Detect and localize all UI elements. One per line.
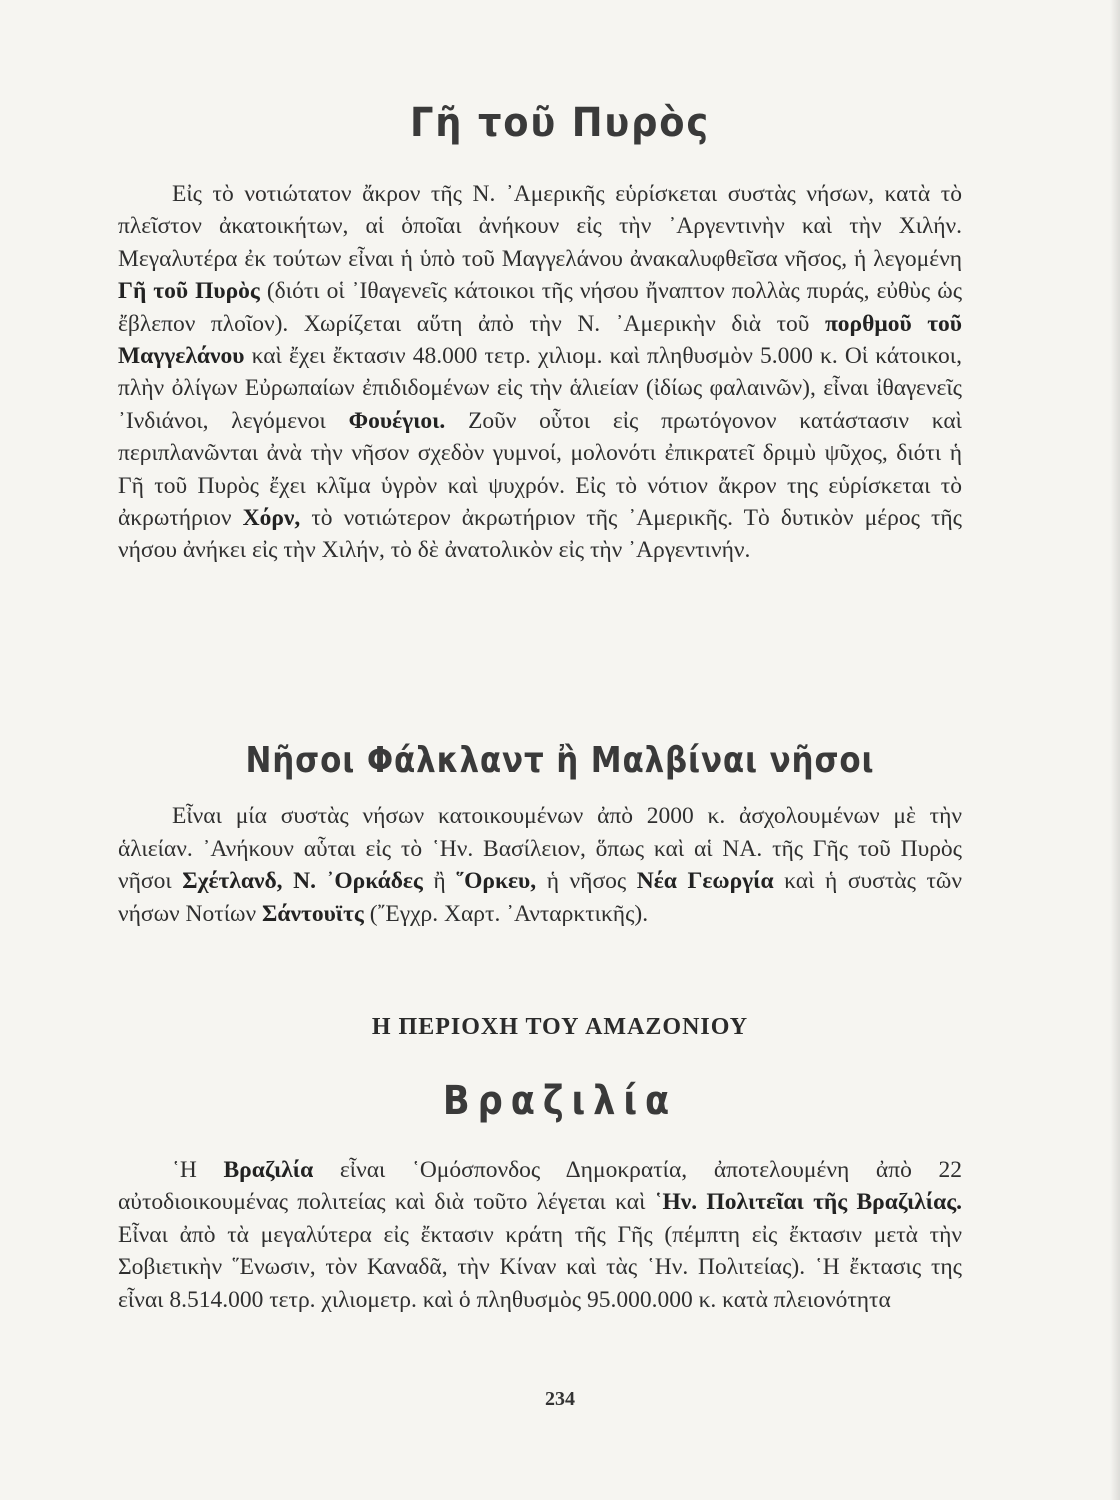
text-run: τὸ νοτιώτερον ἀκρωτήριον τῆς ᾿Αμερικῆς. Τὸ δυτικὸν μέρος τῆς νήσου ἀνήκει εἰς τὴν Χιλήν, τὸ δὲ ἀνατολικὸν εἰς τὴν ᾿Αργεντινήν. [118,505,962,564]
bold-term-fuegians: Φουέγιοι. [348,407,446,434]
text-run: Ζοῦν οὗτοι εἰς πρωτόγονον κατάστασιν καὶ περιπλανῶνται ἀνὰ τὴν νῆσον σχεδὸν γυμνοί, μολονότι ἐπικρατεῖ δριμὺ ψῦχος, διότι ἡ Γῆ τοῦ Πυρὸς ἔχει κλῖμα ὑγρὸν καὶ ψυχρόν. Εἰς τὸ νότιον ἄκρον της εὑρίσκεται τὸ ἀκρωτήριον [118,407,963,532]
text-run: (῎Εγχρ. Χαρτ. ᾿Ανταρκτικῆς). [363,900,649,927]
bold-term-south-georgia: Νέα Γεωργία [636,868,774,895]
bold-term-united-states-brazil: ῾Ην. Πολιτεῖαι τῆς Βραζιλίας. [654,1189,962,1216]
section-subheading-amazon: Η ΠΕΡΙΟΧΗ ΤΟΥ ΑΜΑΖΟΝΙΟΥ [371,1014,749,1040]
section-title-brazil: Βραζιλία [442,1078,678,1124]
text-run: ῾Η [172,1157,224,1183]
text-run: Εἶναι μία συστὰς νήσων κατοικουμένων ἀπὸ 2000 κ. ἀσχολουμένων μὲ τὴν ἁλιείαν. ᾿Ανήκουν αὗται εἰς τὸ ῾Ην. Βασίλειον, ὅπως καὶ αἱ ΝΑ. τῆς Γῆς τοῦ Πυρὸς νῆσοι [118,803,962,895]
bold-term-shetland-orkney: Σχέτλανδ, Ν. ᾿Ορκάδες [182,868,423,895]
paragraph-brazil [118,1154,962,1316]
text-run: ἡ νῆσος [536,868,637,895]
text-run: ἢ [422,868,457,895]
bold-term-magellan-strait: πορθμοῦ τοῦ Μαγγελάνου [118,310,962,370]
page-edge-shadow [1110,0,1120,1500]
section-title-fire-land: Γῆ τοῦ Πυρὸς [409,100,711,146]
bold-term-cape-horn: Χόρν, [242,505,301,532]
text-run: καὶ ἔχει ἔκτασιν 48.000 τετρ. χιλιομ. καὶ πληθυσμὸν 5.000 κ. Οἱ κάτοικοι, πλὴν ὀλίγων Εὐρωπαίων ἐπιδιδομένων εἰς τὴν ἁλιείαν (ἰδίως φαλαινῶν), εἶναι ἰθαγενεῖς ᾿Ινδιάνοι, λεγόμενοι [118,343,962,434]
text-run: (διότι οἱ ᾿Ιθαγενεῖς κάτοικοι τῆς νήσου ἤναπτον πολλὰς πυράς, εὐθὺς ὡς ἔβλεπον πλοῖον). Χωρίζεται αὕτη ἀπὸ τὴν Ν. ᾿Αμερικὴν διὰ τοῦ [118,278,962,337]
text-run: Εἶναι ἀπὸ τὰ μεγαλύτερα εἰς ἔκτασιν κράτη τῆς Γῆς (πέμπτη εἰς ἔκτασιν μετὰ τὴν Σοβιετικὴν ῞Ενωσιν, τὸν Καναδᾶ, τὴν Κίναν καὶ τὰς ῾Ην. Πολιτείας). ῾Η ἔκτασις της εἶναι 8.514.000 τετρ. χιλιομετρ. καὶ ὁ πληθυσμὸς 95.000.000 κ. κατὰ πλειονότητα [118,1221,962,1313]
bold-term-orkney-alt: ῞Ορκευ, [456,868,537,895]
text-run: καὶ ἡ συστὰς τῶν νήσων Νοτίων [118,868,962,927]
paragraph-fire-land [118,178,962,567]
text-run: Εἰς τὸ νοτιώτατον ἄκρον τῆς Ν. ᾿Αμερικῆς εὑρίσκεται συστὰς νήσων, κατὰ τὸ πλεῖστον ἀκατοικήτων, αἱ ὁποῖαι ἀνήκουν εἰς τὴν ᾿Αργεντινὴν καὶ τὴν Χιλήν. Μεγαλυτέρα ἐκ τούτων εἶναι ἡ ὑπὸ τοῦ Μαγγελάνου ἀνακαλυφθεῖσα νῆσος, ἡ λεγομένη [118,181,962,272]
page-number: 234 [545,1388,575,1410]
bold-term-sandwich: Σάντουϊτς [262,900,364,927]
text-run: εἶναι ῾Ομόσπονδος Δημοκρατία, ἀποτελουμένη ἀπὸ 22 αὐτοδιοικουμένας πολιτείας καὶ διὰ τοῦτο λέγεται καὶ [118,1157,962,1216]
bold-term-fire-land: Γῆ τοῦ Πυρὸς [118,278,260,305]
section-title-falkland: Νῆσοι Φάλκλαντ ἢ Μαλβίναι νῆσοι [245,740,875,781]
paragraph-falkland [118,800,962,930]
bold-term-brazil: Βραζιλία [223,1157,314,1183]
